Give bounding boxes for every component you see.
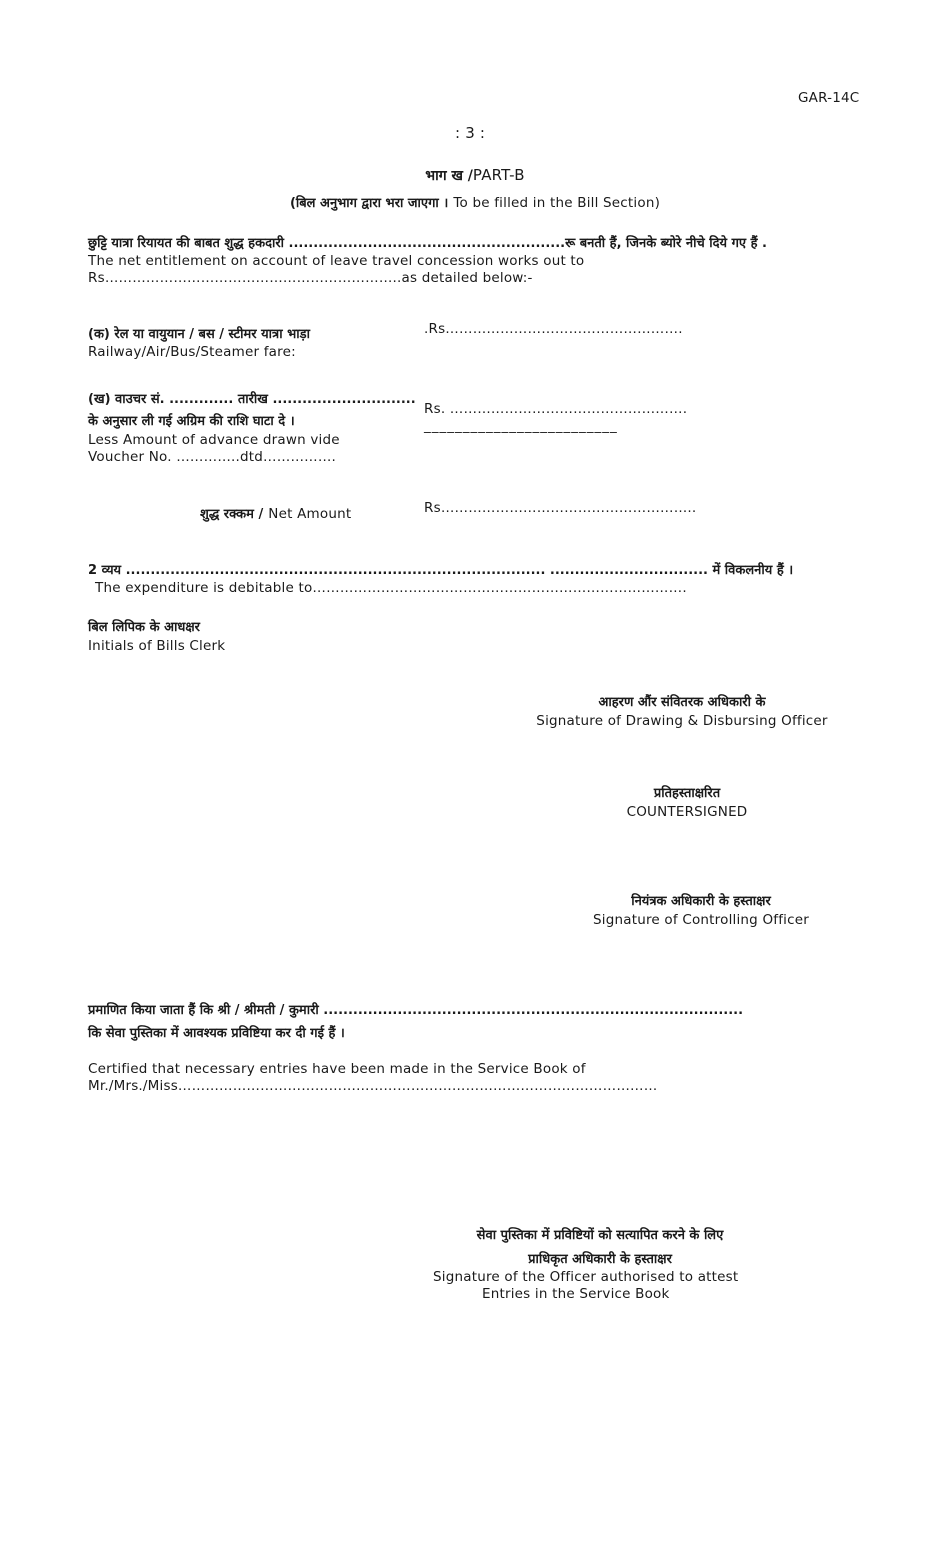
item-b-amount: Rs. ……………………………………………. (424, 401, 688, 417)
subheading-hindi: (बिल अनुभाग द्वारा भरा जाएगा । (289, 196, 449, 211)
item-b-english-line2: Voucher No. …………..dtd……………. (88, 449, 337, 465)
countersigned-hindi: प्रतिहस्ताक्षरित (653, 786, 721, 801)
net-amount-value: Rs……………………………………………….. (424, 500, 697, 516)
bills-clerk-english: Initials of Bills Clerk (88, 638, 226, 654)
item-b-hindi-line1: (ख) वाउचर सं. ............. तारीख ............................. (88, 392, 416, 407)
part-heading-english: PART-B (472, 166, 525, 184)
ddo-signature-block (522, 692, 842, 729)
attesting-officer-block (420, 1225, 780, 1267)
item-a-hindi: (क) रेल या वायुयान / बस / स्टीमर यात्रा भाड़ा (88, 327, 310, 342)
ddo-signature-hindi: आहरण औंर संवितरक अधिकारी के (598, 695, 766, 710)
controlling-officer-english: Signature of Controlling Officer (593, 912, 809, 928)
certification-english-line2: Mr./Mrs./Miss…………………………………………………………………………………………… (88, 1078, 658, 1094)
item-b-hindi-line2: के अनुसार ली गई अग्रिम की राशि घाटा दे । (88, 414, 295, 429)
entitlement-english-line1: The net entitlement on account of leave travel concession works out to (88, 253, 585, 269)
controlling-officer-hindi: नियंत्रक अधिकारी के हस्ताक्षर (631, 894, 771, 909)
expenditure-hindi: 2 व्यय ..................................................................................... ................................ में विकलनीय हैं । (88, 563, 794, 578)
attesting-officer-hindi-line2: प्राधिकृत अधिकारी के हस्ताक्षर (528, 1252, 672, 1267)
certification-english-line1: Certified that necessary entries have been made in the Service Book of (88, 1061, 586, 1077)
item-b-underline: _________________________ (424, 418, 618, 434)
expenditure-english: The expenditure is debitable to………………………………………………………………………. (95, 580, 687, 596)
item-a-amount: .Rs……………………………………………. (424, 321, 683, 337)
entitlement-english-line2: Rs………………………………………………………..as detailed below:- (88, 270, 533, 286)
net-amount-label (200, 503, 351, 522)
certification-hindi-line2: कि सेवा पुस्तिका में आवश्यक प्रविष्टिया कर दी गई हैं । (88, 1026, 345, 1041)
entitlement-hindi: छुट्टि यात्रा रियायत की बाबत शुद्ध हकदारी ........................................................रू बनती हैं, जिनके ब्योरे नीचे दिये गए हैं . (88, 236, 767, 251)
attesting-officer-english-line1: Signature of the Officer authorised to attest (433, 1269, 739, 1285)
net-amount-hindi: शुद्ध रक्कम / (200, 507, 264, 522)
attesting-officer-english-line2: Entries in the Service Book (482, 1286, 670, 1302)
part-heading (0, 165, 950, 185)
certification-hindi-line1: प्रमाणित किया जाता हैं कि श्री / श्रीमती / कुमारी ..................................................................................... (88, 1003, 744, 1018)
item-b-english-line1: Less Amount of advance drawn vide (88, 432, 340, 448)
item-a-english: Railway/Air/Bus/Steamer fare: (88, 344, 296, 360)
page-number: : 3 : (455, 124, 486, 142)
bills-clerk-hindi: बिल लिपिक के आधक्षर (88, 620, 201, 635)
ddo-signature-english: Signature of Drawing & Disbursing Officer (536, 713, 828, 729)
controlling-officer-block (570, 891, 832, 928)
countersigned-block (587, 783, 787, 820)
countersigned-english: COUNTERSIGNED (626, 804, 748, 820)
part-heading-hindi: भाग ख / (425, 168, 473, 184)
net-amount-english: Net Amount (268, 506, 352, 522)
form-code: GAR-14C (798, 90, 860, 106)
subheading-english: To be filled in the Bill Section) (453, 195, 661, 211)
attesting-officer-hindi-line1: सेवा पुस्तिका में प्रविष्टियों को सत्यापित करने के लिए (476, 1228, 724, 1243)
subheading (0, 192, 950, 211)
